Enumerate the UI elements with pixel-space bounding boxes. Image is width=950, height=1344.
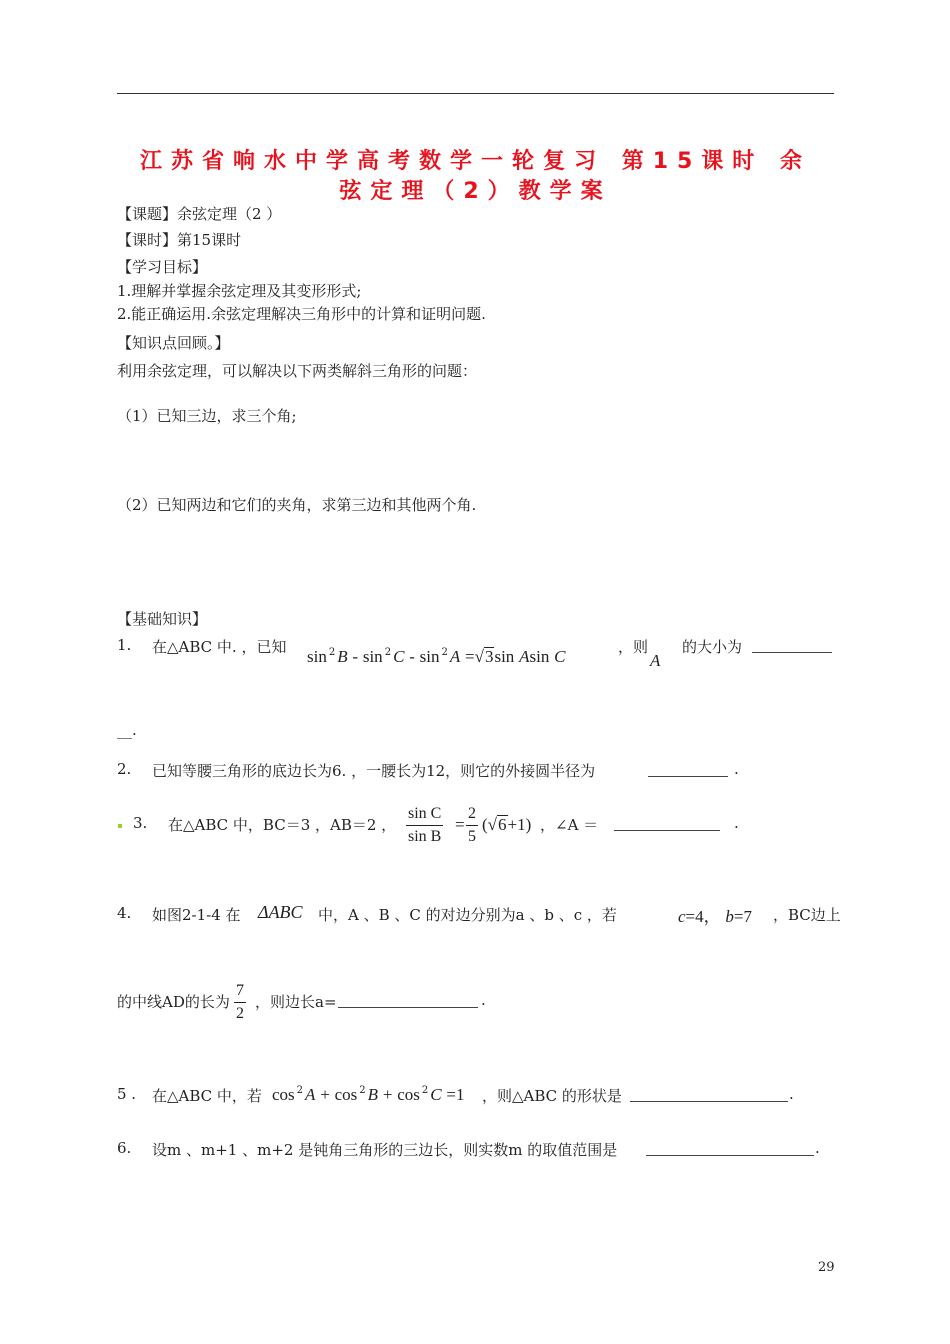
goal-1: 1.理解并掌握余弦定理及其变形形式;: [117, 282, 362, 300]
goals-heading: 【学习目标】: [117, 258, 208, 276]
q4-answer-blank[interactable]: [338, 993, 478, 1008]
q1-comma-then: ，则: [618, 638, 649, 656]
marker-dot: [118, 824, 122, 828]
q3-fraction-sin: $\frac{\text{sin C}}{\text{sin B}}$: [408, 805, 442, 845]
q6-number: 6.: [117, 1139, 132, 1157]
q2-answer-blank[interactable]: [648, 762, 728, 777]
q1-text-b: 的大小为: [682, 638, 743, 656]
goal-2: 2.能正确运用.余弦定理解决三角形中的计算和证明问题.: [117, 305, 486, 323]
q3-number: 3.: [133, 814, 148, 832]
review-heading: 【知识点回顾。】: [117, 334, 230, 352]
topic-line: 【课题】余弦定理（2 ）: [117, 205, 282, 223]
q5-answer-blank[interactable]: [630, 1087, 788, 1102]
q1-text-a: 在△ABC 中. ，已知: [152, 638, 287, 656]
page-number: 29: [818, 1260, 835, 1275]
q6-text: 设m 、m+1 、m+2 是钝角三角形的三边长，则实数m 的取值范围是: [152, 1141, 618, 1159]
q5-number: 5 .: [117, 1085, 137, 1103]
header-rule: [117, 93, 834, 94]
q4-triangle: ΔABC: [258, 902, 303, 922]
q3-text-a: 在△ABC 中，BC＝3 ，AB＝2 ，: [168, 816, 397, 834]
q1-var-a: A: [650, 651, 661, 670]
q2-text: 已知等腰三角形的底边长为6. ，一腰长为12，则它的外接圆半径为: [152, 762, 596, 780]
q4-line2-b: ，则边长a=: [255, 993, 337, 1011]
q4-values: c=4， b=7: [678, 907, 753, 926]
q1-formula: sin $^2$ B - sin $^2$ C - sin $^2$ A =√3sin Asin C: [307, 647, 566, 666]
q4-text-a: 如图2-1-4 在: [152, 906, 241, 924]
q1-number: 1.: [117, 636, 132, 654]
lesson-line: 【课时】第15课时: [117, 231, 242, 249]
q3-end: .: [734, 814, 739, 832]
q5-formula: cos $^2$ A + cos $^2$ B + cos $^2$ C =1: [272, 1085, 465, 1104]
q6-end: .: [815, 1139, 820, 1157]
q5-text-a: 在△ABC 中，若: [152, 1087, 262, 1105]
q4-number: 4.: [117, 904, 132, 922]
q4-end: .: [481, 991, 486, 1009]
document-title-line2: 弦定理（2）教学案: [339, 179, 612, 204]
q5-end: .: [789, 1085, 794, 1103]
q5-text-b: ，则△ABC 的形状是: [482, 1087, 622, 1105]
q3-fraction-2-5: $\frac{2}{5}$: [468, 805, 476, 845]
q3-answer-blank[interactable]: [614, 816, 720, 831]
q4-fraction-7-2: $\frac{7}{2}$: [236, 982, 244, 1022]
q4-text-c: ，BC边上: [773, 906, 841, 924]
basics-heading: 【基础知识】: [117, 610, 208, 628]
q3-eq: =: [455, 815, 465, 834]
q3-text-b: ，∠A ＝: [540, 816, 599, 834]
document-title-line1: 江苏省响水中学高考数学一轮复习 第15课时 余: [140, 149, 811, 174]
q3-sqrt-expr: (√6+1): [482, 815, 532, 834]
q4-line2-a: 的中线AD的长为: [117, 993, 230, 1011]
q2-number: 2.: [117, 760, 132, 778]
q4-text-b: 中，A 、B 、C 的对边分别为a 、b 、c ，若: [318, 906, 617, 924]
q1-answer-blank[interactable]: [752, 638, 832, 653]
q1-tail: __.: [117, 721, 137, 739]
review-intro: 利用余弦定理，可以解决以下两类解斜三角形的问题：: [117, 362, 478, 380]
review-item-2: （2）已知两边和它们的夹角，求第三边和其他两个角.: [117, 496, 477, 514]
q2-end: .: [734, 760, 739, 778]
q6-answer-blank[interactable]: [646, 1141, 814, 1156]
review-item-1: （1）已知三边，求三个角;: [117, 407, 297, 425]
